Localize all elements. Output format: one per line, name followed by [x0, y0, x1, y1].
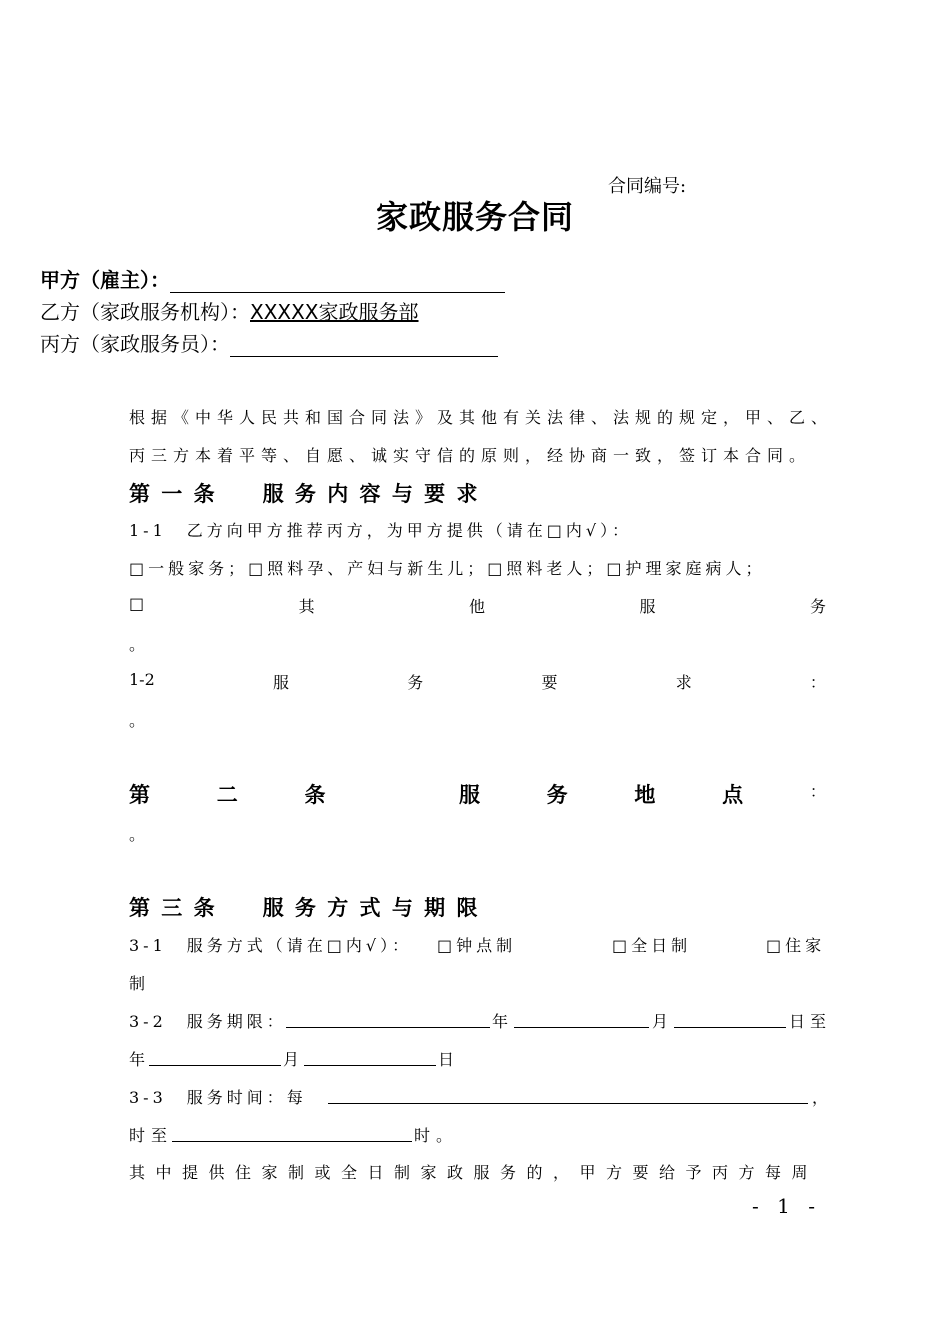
intro-line-2: 丙三方本着平等、自愿、诚实守信的原则，经协商一致，签订本合同。 [129, 446, 812, 465]
time-end-label: 时。 [414, 1126, 459, 1145]
checkbox-other[interactable]: □ [129, 594, 145, 613]
article-3-last-line: 其中提供住家制或全日制家政服务的，甲方要给予丙方每周 [129, 1163, 819, 1182]
time-to-label: 时至 [129, 1126, 174, 1145]
period-month-label: 月 [652, 1012, 675, 1031]
period-end-month-label: 月 [283, 1050, 306, 1069]
document-title: 家政服务合同 [376, 198, 575, 236]
period-end-month-blank[interactable] [149, 1045, 281, 1066]
article-1-item-2-end: 。 [129, 711, 152, 730]
period-end-year-label: 年 [129, 1050, 152, 1069]
period-start-year-blank[interactable] [286, 1007, 490, 1028]
time-comma: ， [812, 1088, 835, 1107]
party-a-line [40, 264, 505, 293]
party-a-label: 甲方（雇主）： [40, 268, 170, 292]
party-c-line [40, 328, 498, 357]
period-end-day-label: 日 [438, 1050, 461, 1069]
article-3-mode-cont: 制 [129, 974, 152, 993]
article-1-options: □一般家务；□照料孕、产妇与新生儿；□照料老人；□护理家庭病人； [129, 559, 766, 578]
article-3-time-label: 3-3 服务时间：每 [129, 1088, 307, 1107]
article-2-title: 第 二 条 服 务 地 点 ： [129, 782, 826, 807]
article-1-other-end: 。 [129, 635, 152, 654]
article-3-mode-label: 3-1 服务方式（请在□内√）： [129, 936, 413, 955]
mode-option-hourly[interactable]: □钟点制 [437, 936, 517, 955]
time-end-blank[interactable] [172, 1121, 412, 1142]
mode-option-livein[interactable]: □住家 [766, 936, 826, 955]
period-day-label: 日 [789, 1012, 812, 1031]
intro-line-1: 根据《中华人民共和国合同法》及其他有关法律、法规的规定，甲、乙、 [129, 408, 834, 427]
party-b-value: XXXXX家政服务部 [250, 300, 419, 324]
article-1-title: 第 一 条 服 务 内 容 与 要 求 [129, 481, 480, 506]
period-end-day-blank[interactable] [304, 1045, 436, 1066]
party-b-line [40, 296, 419, 325]
article-1-item-2-row: 1-2 服 务 要 求 ： [129, 670, 826, 692]
period-to-label: 至 [810, 1012, 833, 1031]
article-3-title: 第 三 条 服 务 方 式 与 期 限 [129, 895, 480, 920]
article-2-end: 。 [129, 825, 152, 844]
article-1-other-row: □ 其 他 服 务 [129, 594, 826, 616]
article-1-item-1: 1-1 乙方向甲方推荐丙方，为甲方提供（请在□内√）： [129, 521, 633, 540]
mode-option-fullday[interactable]: □全日制 [612, 936, 692, 955]
party-a-blank[interactable] [170, 272, 505, 293]
article-3-period-label: 3-2 服务期限： [129, 1012, 287, 1031]
party-c-blank[interactable] [230, 336, 498, 357]
service-time-blank[interactable] [328, 1083, 808, 1104]
party-b-label: 乙方（家政服务机构）： [40, 300, 250, 324]
page-number: - 1 - [752, 1194, 821, 1218]
contract-number-label: 合同编号: [608, 176, 687, 197]
period-start-month-blank[interactable] [514, 1007, 649, 1028]
party-c-label: 丙方（家政服务员）： [40, 332, 230, 356]
period-year-label: 年 [492, 1012, 515, 1031]
period-start-day-blank[interactable] [674, 1007, 786, 1028]
